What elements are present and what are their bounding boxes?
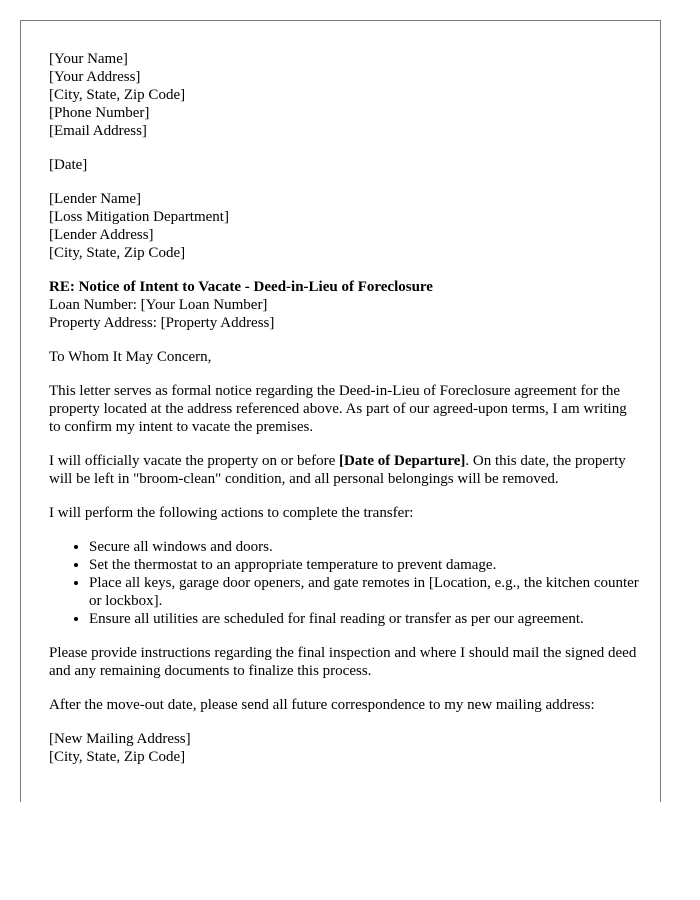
lender-city-state-zip: [City, State, Zip Code] — [49, 245, 186, 261]
sender-phone: [Phone Number] — [49, 105, 150, 121]
new-address-block — [49, 730, 641, 766]
paragraph-vacate-date — [49, 452, 641, 488]
recipient-block — [49, 190, 641, 262]
letter-body — [49, 50, 641, 782]
list-item: • Place all keys, garage door openers, and gate remotes in [Location, e.g., the kitchen counter or lockbox]. — [89, 574, 641, 610]
date-block — [49, 156, 641, 174]
departure-date: [Date of Departure] — [339, 453, 466, 469]
lender-name: [Lender Name] — [49, 191, 142, 207]
sender-city-state-zip: [City, State, Zip Code] — [49, 87, 186, 103]
sender-name: [Your Name] — [49, 51, 128, 67]
salutation: To Whom It May Concern, — [49, 349, 212, 365]
property-address: Property Address: [Property Address] — [49, 315, 275, 331]
actions-intro: I will perform the following actions to complete the transfer: — [49, 505, 414, 521]
letter-page — [20, 20, 661, 802]
subject-re-line: RE: Notice of Intent to Vacate - Deed-in-Lieu of Foreclosure — [49, 279, 433, 295]
new-mailing-address: [New Mailing Address] — [49, 731, 191, 747]
letter-date: [Date] — [49, 157, 88, 173]
sender-email: [Email Address] — [49, 123, 147, 139]
paragraph-inspection: Please provide instructions regarding the final inspection and where I should mail the signed deed and any remaining documents to finalize this process. — [49, 645, 637, 679]
lender-department: [Loss Mitigation Department] — [49, 209, 229, 225]
lender-address: [Lender Address] — [49, 227, 154, 243]
list-item: • Set the thermostat to an appropriate temperature to prevent damage. — [89, 556, 641, 574]
vacate-text-before: I will officially vacate the property on or before — [49, 453, 340, 469]
sender-address: [Your Address] — [49, 69, 141, 85]
actions-list — [49, 538, 641, 628]
paragraph-correspondence: After the move-out date, please send all future correspondence to my new mailing address: — [49, 697, 595, 713]
paragraph-formal-notice: This letter serves as formal notice regarding the Deed-in-Lieu of Foreclosure agreement for the property located at the address referenced above. As part of our agreed-upon terms, I am writing to confirm my intent to vacate the premises. — [49, 383, 627, 435]
subject-block — [49, 278, 641, 332]
vacate-text-after: . On this date, the property will be left in "broom-clean" condition, and all personal belongings will be removed. — [49, 453, 626, 487]
list-item: • Ensure all utilities are scheduled for final reading or transfer as per our agreement. — [89, 610, 641, 628]
loan-number: Loan Number: [Your Loan Number] — [49, 297, 268, 313]
new-city-state-zip: [City, State, Zip Code] — [49, 749, 186, 765]
list-item: • Secure all windows and doors. — [89, 538, 641, 556]
sender-block — [49, 50, 641, 140]
